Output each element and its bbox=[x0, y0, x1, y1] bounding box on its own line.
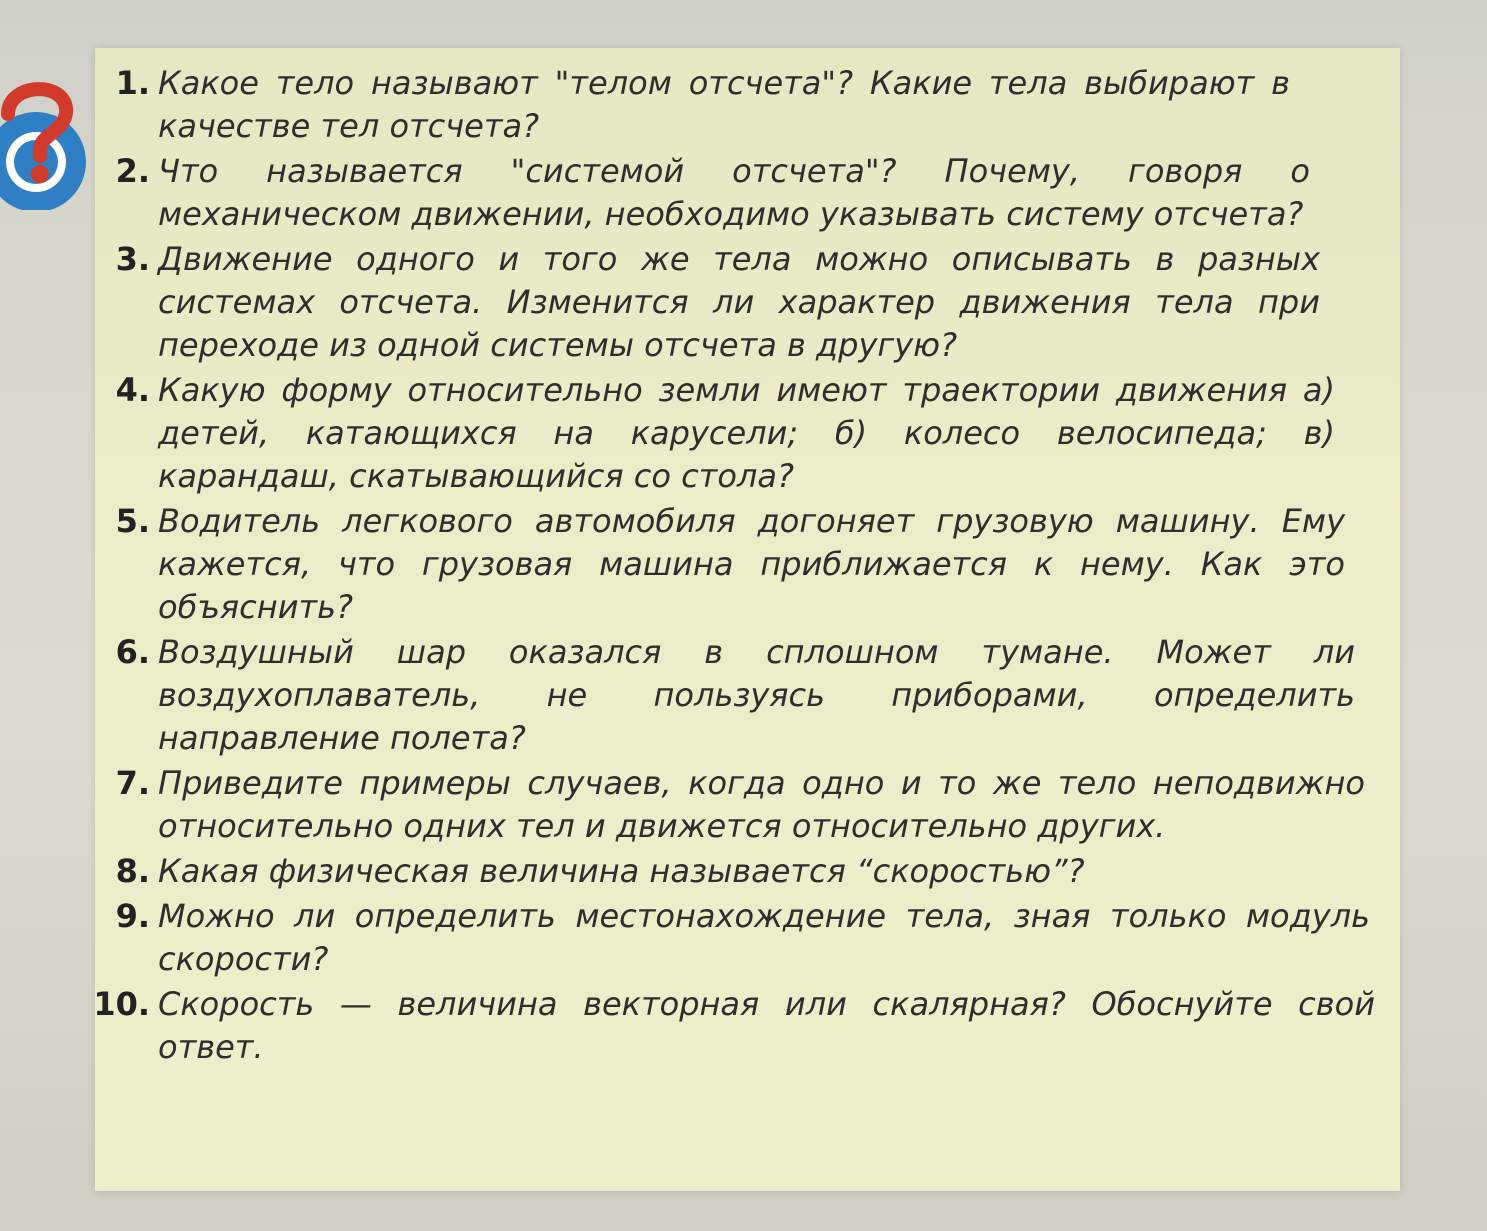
question-3 bbox=[80, 238, 1380, 367]
question-10 bbox=[80, 983, 1380, 1069]
question-7 bbox=[80, 762, 1380, 848]
question-text: Можно ли определить местонахождение тела, зная только модуль скорости? bbox=[158, 897, 1370, 978]
question-number: 7. bbox=[115, 764, 150, 802]
question-number: 4. bbox=[115, 371, 150, 409]
question-number: 10. bbox=[93, 985, 150, 1023]
question-text: Движение одного и того же тела можно описывать в разных системах отсчета. Изменится ли характер движения тела при переходе из одной системы отсчета в другую? bbox=[158, 240, 1320, 364]
question-number: 6. bbox=[115, 633, 150, 671]
question-text: Какое тело называют "телом отсчета"? Какие тела выбирают в качестве тел отсчета? bbox=[158, 64, 1290, 145]
question-text: Водитель легкового автомобиля догоняет грузовую машину. Ему кажется, что грузовая машина приближается к нему. Как это объяснить? bbox=[158, 502, 1345, 626]
question-6 bbox=[80, 631, 1380, 760]
question-number: 9. bbox=[115, 897, 150, 935]
question-9 bbox=[80, 895, 1380, 981]
question-text: Какая физическая величина называется “скоростью”? bbox=[158, 852, 1085, 890]
question-number: 8. bbox=[115, 852, 150, 890]
question-8 bbox=[80, 850, 1380, 893]
questions-list bbox=[80, 62, 1380, 1071]
question-number: 3. bbox=[115, 240, 150, 278]
question-text: Что называется "системой отсчета"? Почему, говоря о механическом движении, необходимо указывать систему отсчета? bbox=[158, 152, 1310, 233]
question-number: 2. bbox=[115, 152, 150, 190]
question-number: 5. bbox=[115, 502, 150, 540]
question-text: Воздушный шар оказался в сплошном тумане. Может ли воздухоплаватель, не пользуясь приборами, определить направление полета? bbox=[158, 633, 1355, 757]
question-1 bbox=[80, 62, 1380, 148]
question-5 bbox=[80, 500, 1380, 629]
question-text: Скорость — величина векторная или скалярная? Обоснуйте свой ответ. bbox=[158, 985, 1375, 1066]
question-4 bbox=[80, 369, 1380, 498]
question-text: Какую форму относительно земли имеют траектории движения а) детей, катающихся на карусели; б) колесо велосипеда; в) карандаш, скатывающийся со стола? bbox=[158, 371, 1335, 495]
question-number: 1. bbox=[115, 64, 150, 102]
question-2 bbox=[80, 150, 1380, 236]
question-text: Приведите примеры случаев, когда одно и то же тело неподвижно относительно одних тел и движется относительно других. bbox=[158, 764, 1365, 845]
